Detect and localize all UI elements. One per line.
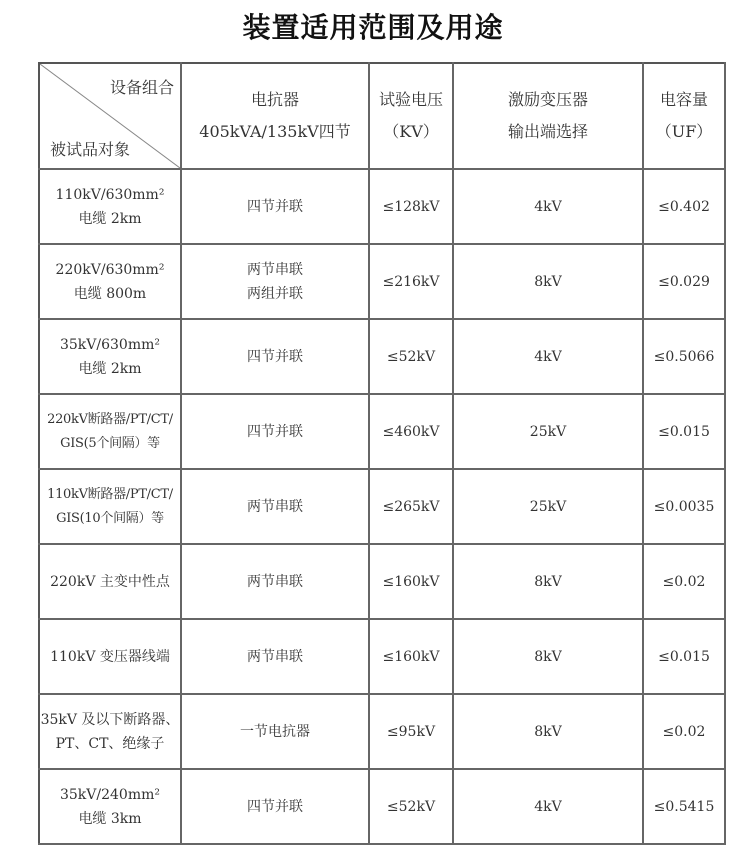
cell-capacity-text: ≤0.0035 (653, 498, 715, 515)
cell-test-object (39, 694, 181, 769)
cell-reactor-text: 四节并联 (247, 198, 303, 215)
cell-capacity-text: ≤0.5066 (653, 348, 715, 365)
header-exciter-line2: 输出端选择 (507, 122, 588, 141)
cell-reactor-text: 两节串联 (247, 573, 303, 590)
header-exciter-line1: 激励变压器 (507, 90, 588, 109)
cell-test-object-text: 电缆 3km (78, 810, 142, 827)
cell-voltage (369, 619, 453, 694)
cell-exciter-text: 4kV (534, 348, 562, 365)
cell-voltage (369, 544, 453, 619)
cell-reactor (181, 619, 369, 694)
header-diagonal-cell (39, 63, 181, 169)
cell-voltage (369, 319, 453, 394)
header-capacity (643, 63, 725, 169)
cell-capacity (643, 244, 725, 319)
cell-exciter (453, 694, 643, 769)
cell-reactor (181, 469, 369, 544)
cell-voltage (369, 169, 453, 244)
cell-test-object-text: 电缆 2km (78, 360, 142, 377)
table-row (39, 544, 725, 619)
cell-capacity-text: ≤0.402 (658, 198, 710, 215)
cell-reactor-text: 两节串联 (247, 498, 303, 515)
cell-voltage (369, 469, 453, 544)
cell-capacity-text: ≤0.015 (658, 648, 710, 665)
cell-test-object-text: 35kV/240mm² (59, 786, 160, 803)
page-title: 装置适用范围及用途 (242, 11, 504, 44)
cell-reactor (181, 769, 369, 844)
cell-test-object (39, 319, 181, 394)
cell-reactor-text: 四节并联 (247, 348, 303, 365)
cell-voltage-text: ≤160kV (382, 573, 440, 590)
cell-reactor-text: 两节串联 (247, 261, 303, 278)
cell-test-object-text: 35kV/630mm² (59, 336, 160, 353)
cell-capacity-text: ≤0.5415 (653, 798, 715, 815)
header-voltage (369, 63, 453, 169)
cell-test-object-text: 220kV断路器/PT/CT/ (47, 411, 173, 427)
cell-capacity-text: ≤0.02 (662, 573, 706, 590)
header-test-object: 被试品对象 (50, 140, 131, 159)
cell-capacity (643, 544, 725, 619)
cell-reactor-text: 四节并联 (247, 798, 303, 815)
cell-reactor-text: 两组并联 (247, 285, 303, 302)
cell-voltage-text: ≤460kV (382, 423, 440, 440)
header-exciter (453, 63, 643, 169)
cell-capacity (643, 469, 725, 544)
cell-voltage-text: ≤52kV (386, 798, 436, 815)
cell-exciter (453, 169, 643, 244)
cell-reactor-text: 两节串联 (247, 648, 303, 665)
cell-test-object-text: 110kV断路器/PT/CT/ (47, 486, 173, 502)
table-row (39, 769, 725, 844)
header-reactor-line1: 电抗器 (250, 90, 299, 109)
cell-capacity (643, 394, 725, 469)
cell-test-object (39, 619, 181, 694)
table-row (39, 619, 725, 694)
cell-exciter-text: 25kV (529, 423, 567, 440)
cell-reactor (181, 244, 369, 319)
cell-exciter (453, 769, 643, 844)
cell-capacity-text: ≤0.015 (658, 423, 710, 440)
header-capacity-line2: （UF） (655, 122, 713, 141)
cell-test-object (39, 544, 181, 619)
cell-exciter-text: 8kV (534, 573, 562, 590)
cell-exciter (453, 244, 643, 319)
cell-exciter (453, 394, 643, 469)
header-reactor (181, 63, 369, 169)
cell-exciter-text: 8kV (534, 273, 562, 290)
cell-test-object-text: 110kV/630mm² (55, 186, 165, 203)
cell-reactor (181, 544, 369, 619)
header-capacity-line1: 电容量 (659, 90, 708, 109)
cell-test-object-text: PT、CT、绝缘子 (55, 735, 165, 752)
cell-exciter (453, 319, 643, 394)
cell-exciter-text: 25kV (529, 498, 567, 515)
cell-test-object-text: GIS(10个间隔）等 (56, 510, 164, 526)
cell-reactor-text: 四节并联 (247, 423, 303, 440)
cell-test-object-text: 电缆 800m (73, 285, 147, 302)
cell-exciter-text: 8kV (534, 723, 562, 740)
cell-test-object (39, 244, 181, 319)
cell-voltage-text: ≤128kV (382, 198, 440, 215)
cell-test-object (39, 769, 181, 844)
cell-test-object (39, 469, 181, 544)
cell-capacity (643, 169, 725, 244)
cell-reactor-text: 一节电抗器 (240, 723, 310, 740)
cell-voltage-text: ≤52kV (386, 348, 436, 365)
table-row (39, 244, 725, 319)
cell-exciter-text: 4kV (534, 198, 562, 215)
cell-test-object-text: 220kV/630mm² (55, 261, 165, 278)
cell-exciter-text: 4kV (534, 798, 562, 815)
cell-test-object-text: 110kV 变压器线端 (50, 648, 170, 665)
cell-capacity (643, 694, 725, 769)
cell-capacity (643, 319, 725, 394)
header-reactor-line2: 405kVA/135kV四节 (199, 122, 351, 141)
cell-exciter (453, 469, 643, 544)
header-equipment-combination: 设备组合 (109, 78, 174, 97)
cell-capacity-text: ≤0.02 (662, 723, 706, 740)
cell-exciter-text: 8kV (534, 648, 562, 665)
cell-reactor (181, 394, 369, 469)
cell-test-object-text: GIS(5个间隔）等 (60, 435, 160, 451)
cell-exciter (453, 619, 643, 694)
header-voltage-line1: 试验电压 (378, 90, 443, 109)
cell-reactor (181, 694, 369, 769)
cell-test-object-text: 35kV 及以下断路器、 (40, 711, 180, 728)
cell-capacity-text: ≤0.029 (658, 273, 710, 290)
cell-voltage (369, 394, 453, 469)
cell-reactor (181, 169, 369, 244)
cell-voltage-text: ≤216kV (382, 273, 440, 290)
cell-voltage-text: ≤95kV (386, 723, 436, 740)
cell-test-object-text: 电缆 2km (78, 210, 142, 227)
cell-voltage-text: ≤265kV (382, 498, 440, 515)
table-row (39, 169, 725, 244)
cell-voltage-text: ≤160kV (382, 648, 440, 665)
application-table (38, 62, 726, 845)
cell-capacity (643, 769, 725, 844)
cell-voltage (369, 244, 453, 319)
cell-reactor (181, 319, 369, 394)
cell-test-object-text: 220kV 主变中性点 (50, 573, 170, 590)
header-row (39, 63, 725, 169)
table-row (39, 469, 725, 544)
table-row (39, 394, 725, 469)
cell-voltage (369, 769, 453, 844)
header-voltage-line2: （KV） (383, 122, 439, 141)
cell-exciter (453, 544, 643, 619)
table-row (39, 319, 725, 394)
cell-capacity (643, 619, 725, 694)
table-row (39, 694, 725, 769)
cell-voltage (369, 694, 453, 769)
cell-test-object (39, 169, 181, 244)
cell-test-object (39, 394, 181, 469)
